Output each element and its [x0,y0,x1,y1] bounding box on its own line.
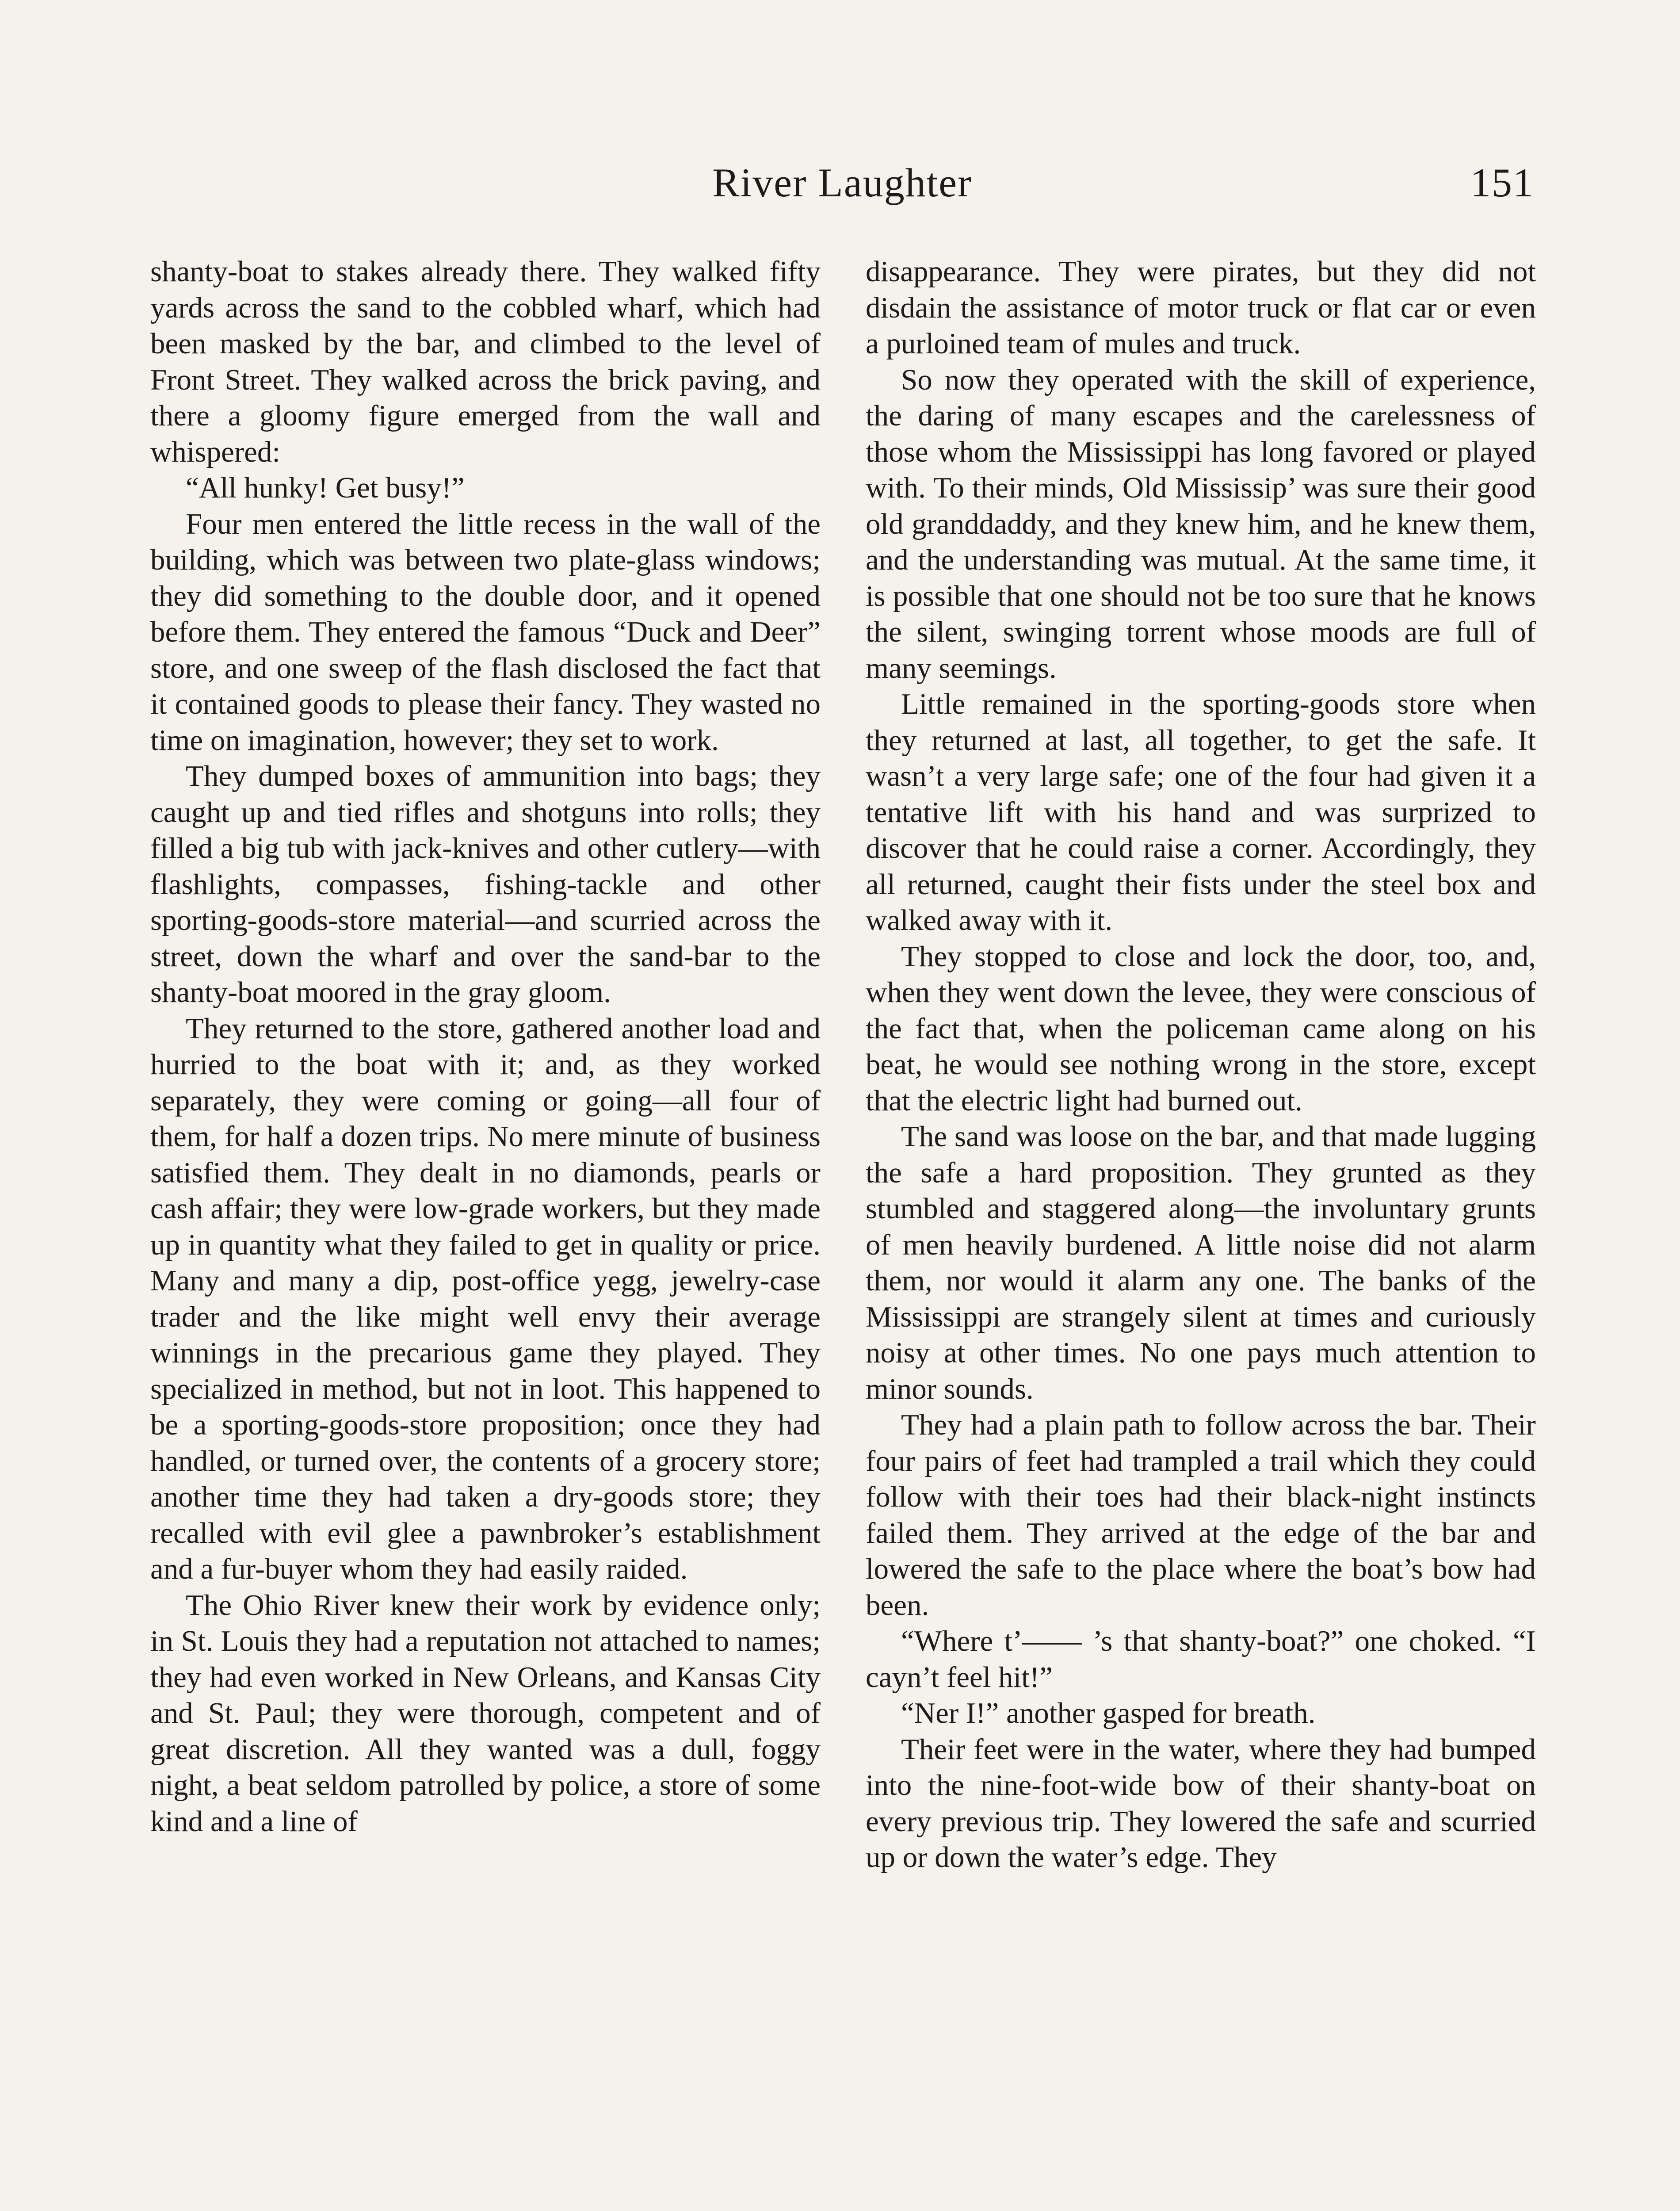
running-title: River Laughter [712,160,972,205]
paragraph: The Ohio River knew their work by evidence only; in St. Louis they had a reputation not attached to names; they had even worked in New Orleans, and Kansas City and St. Paul; they were thorough, competent and of great discretion. All they wanted was a dull, foggy night, a beat seldom patrolled by police, a store of some kind and a line of [150,1588,821,1838]
paragraph: The sand was loose on the bar, and that made lugging the safe a hard proposition. They grunted as they stumbled and staggered along—the involuntary grunts of men heavily burdened. A little noise did not alarm them, nor would it alarm any one. The banks of the Mississippi are strangely silent at times and curiously noisy at other times. No one pays much attention to minor sounds. [866,1120,1536,1405]
paragraph: Their feet were in the water, where they had bumped into the nine-foot-wide bow of their shanty-boat on every previous trip. They lowered the safe and scurried up or down the water’s edge. They [866,1733,1536,1874]
page-number: 151 [1470,160,1534,205]
paragraph: “All hunky! Get busy!” [186,471,465,504]
paragraph: They dumped boxes of ammunition into bags; they caught up and tied rifles and shotguns into rolls; they filled a big tub with jack-knives and other cutlery—with flashlights, compasses, fishing-tackle and other sporting-goods-store material—and scurried across the street, down the wharf and over the sand-bar to the shanty-boat moored in the gray gloom. [150,760,821,1009]
paragraph: They returned to the store, gathered another load and hurried to the boat with it; and, as they worked separately, they were coming or going—all four of them, for half a dozen trips. No mere minute of business satisfied them. They dealt in no diamonds, pearls or cash affair; they were low-grade workers, but they made up in quantity what they failed to get in quality or price. Many and many a dip, post-office yegg, jewelry-case trader and the like might well envy their average winnings in the precarious game they played. They specialized in method, but not in loot. This happened to be a sporting-goods-store proposition; once they had handled, or turned over, the contents of a grocery store; another time they had taken a dry-goods store; they recalled with evil glee a pawnbroker’s establishment and a fur-buyer whom they had easily raided. [150,1012,821,1585]
paragraph: “Where t’—— ’s that shanty-boat?” one choked. “I cayn’t feel hit!” [866,1625,1536,1694]
paragraph: shanty-boat to stakes already there. They walked fifty yards across the sand to the cobbled wharf, which had been masked by the bar, and climbed to the level of Front Street. They walked across the brick paving, and there a gloomy figure emerged from the wall and whispered: [150,255,821,468]
paragraph: So now they operated with the skill of experience, the daring of many escapes and the carelessness of those whom the Mississippi has long favored or played with. To their minds, Old Mississip’ was sure their good old granddaddy, and they knew him, and he knew them, and the understanding was mutual. At the same time, it is possible that one should not be too sure that he knows the silent, swinging torrent whose moods are full of many seemings. [866,363,1536,685]
right-column [866,254,1536,1876]
paragraph: They stopped to close and lock the door, too, and, when they went down the levee, they were conscious of the fact that, when the policeman came along on his beat, he would see nothing wrong in the store, except that the electric light had burned out. [866,940,1536,1117]
paragraph: “Ner I!” another gasped for breath. [901,1697,1316,1729]
paragraph: They had a plain path to follow across the bar. Their four pairs of feet had trampled a trail which they could follow with their toes had their black-night instincts failed them. They arrived at the edge of the bar and lowered the safe to the place where the boat’s bow had been. [866,1408,1536,1622]
running-head [150,159,1534,212]
paragraph: disappearance. They were pirates, but they did not disdain the assistance of motor truck or flat car or even a purloined team of mules and truck. [866,255,1536,360]
paragraph: Four men entered the little recess in the wall of the building, which was between two plate-glass windows; they did something to the double door, and it opened before them. They entered the famous “Duck and Deer” store, and one sweep of the flash disclosed the fact that it contained goods to please their fancy. They wasted no time on imagination, however; they set to work. [150,507,821,757]
left-column [150,254,821,1840]
paragraph: Little remained in the sporting-goods store when they returned at last, all together, to get the safe. It wasn’t a very large safe; one of the four had given it a tentative lift with his hand and was surprized to discover that he could raise a corner. Accordingly, they all returned, caught their fists under the steel box and walked away with it. [866,688,1536,937]
